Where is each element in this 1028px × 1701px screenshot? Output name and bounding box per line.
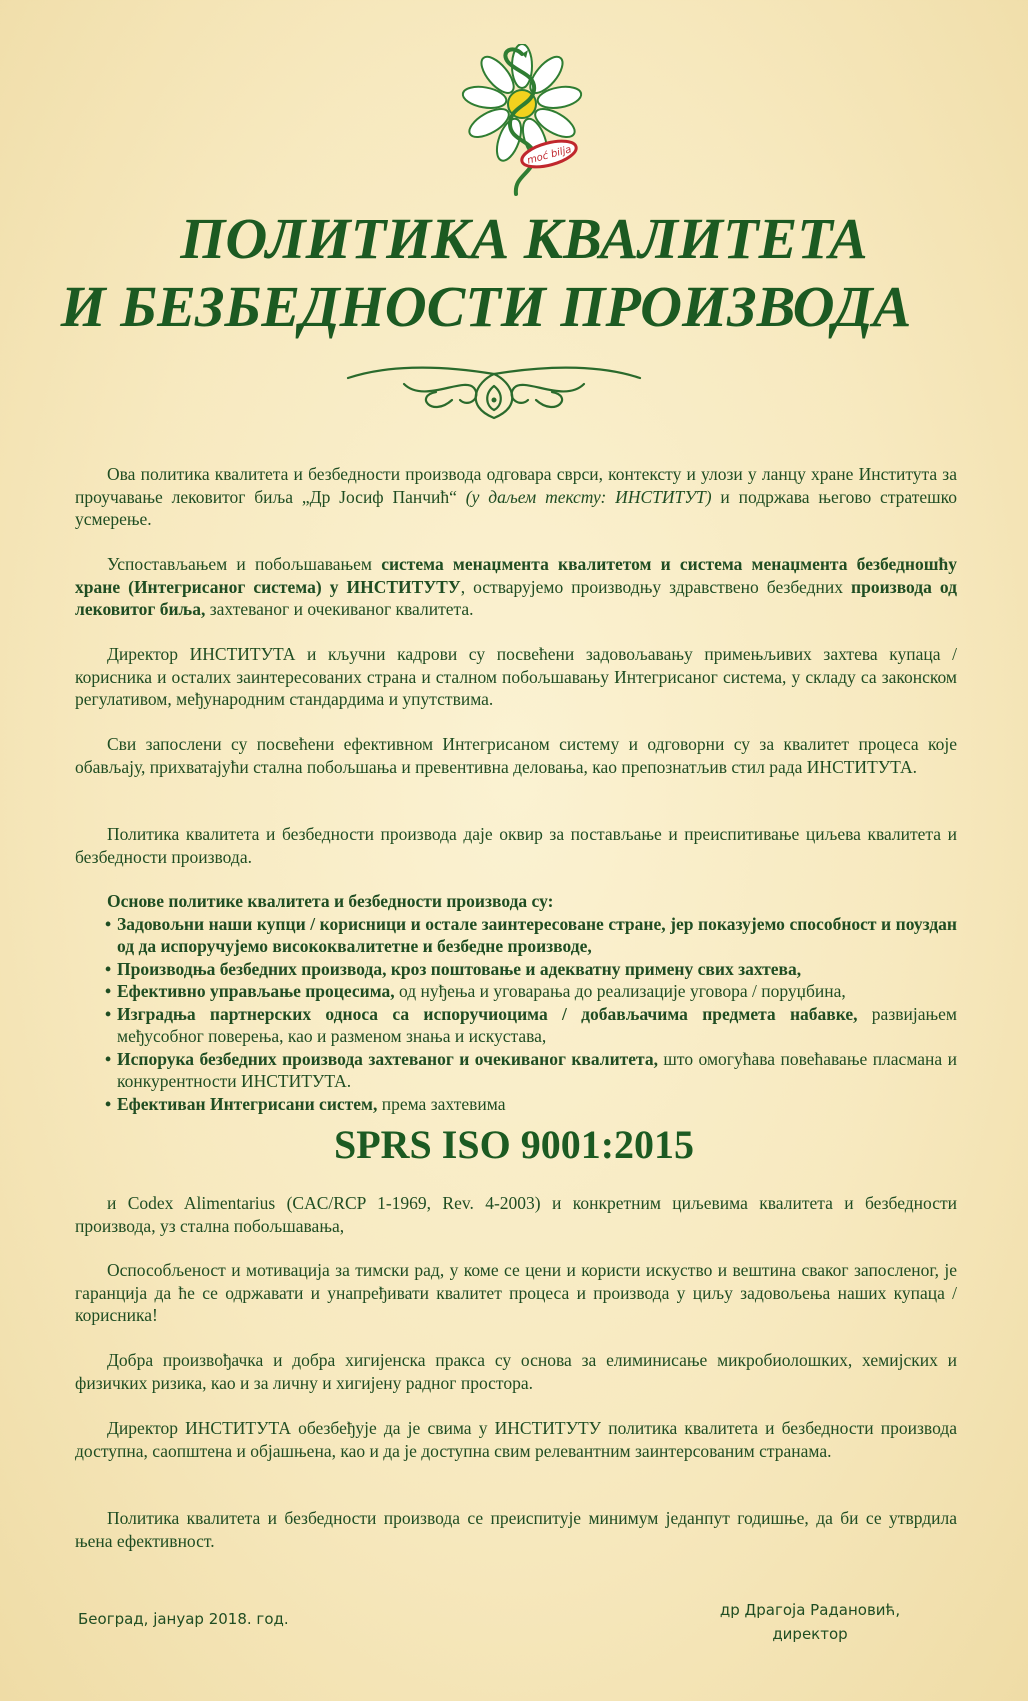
paragraph-director-commitment (75, 643, 957, 711)
policy-basics (75, 890, 957, 1115)
list-item-bold: Ефективно управљање процесима, (117, 981, 395, 1001)
place-date: Београд, јануар 2018. год. (78, 1610, 289, 1628)
list-item (105, 1093, 957, 1116)
paragraph-review (75, 1507, 957, 1552)
paragraph-scope (75, 463, 957, 531)
list-item-bold: Ефективан Интегрисани систем, (117, 1093, 378, 1114)
caduceus-daisy-icon (452, 44, 592, 204)
paragraph-integrated-text-mid: , остварујемо производњу здравствено безбедних (460, 576, 852, 597)
signer-role: директор (772, 1625, 848, 1643)
paragraph-scope-text: Ова политика квалитета и безбедности производа одговара сврси, контексту и улози у ланцу хране Института за проучавање лековитог биља „Др Јосиф Панчић“ (75, 464, 957, 507)
paragraph-integrated-bold-products: производа од лековитог биља, (75, 576, 958, 619)
paragraph-teamwork-text: Оспособљеност и мотивација за тимски рад, у коме се цени и користи искуство и вештина сваког запосленог, је гаранција да ће се одржавати и унапређивати квалитет процеса и производа у циљу задовољења наших купаца / корисника! (75, 1260, 957, 1325)
logo-badge-text: moć bilja (526, 144, 573, 167)
paragraph-employees (75, 733, 957, 778)
paragraph-availability-text: Директор ИНСТИТУТА обезбеђује да је свима у ИНСТИТУТУ политика квалитета и безбедности производа доступна, саопштена и објашњена, као и да је доступна свим релевантним заинтерсованим странама. (75, 1418, 957, 1461)
list-item-bold: Изградња партнерских односа са испоручиоцима / добављачима предмета набавке, (117, 1003, 858, 1024)
standard-heading: SPRS ISO 9001:2015 (333, 1122, 695, 1167)
list-item (105, 913, 957, 958)
ornament (344, 356, 644, 436)
paragraph-scope-text-end: и подржава његово стратешко усмерење. (75, 486, 958, 529)
list-item (105, 958, 957, 981)
signature-block (700, 1598, 920, 1646)
page-title-line-2: И БЕЗБЕДНОСТИ ПРОИЗВОДА (60, 274, 912, 339)
page-title-line-1: ПОЛИТИКА КВАЛИТЕТА (180, 206, 868, 271)
list-item-text: развијањем међусобног поверења, као и разменом знања и искустава, (117, 1003, 957, 1046)
paragraph-integrated-text-end: захтеваног и очекиваног квалитета. (205, 599, 474, 619)
policy-basics-heading: Основе политике квалитета и безбедности производа су: (107, 891, 554, 911)
paragraph-framework-text: Политика квалитета и безбедности производа даје оквир за постављање и преиспитивање циљева квалитета и безбедности производа. (75, 824, 957, 867)
list-item (105, 1003, 957, 1048)
policy-basics-list (75, 913, 957, 1116)
list-item-text: што омогућава повећавање пласмана и конкурентности ИНСТИТУТА. (117, 1048, 957, 1091)
paragraph-scope-italic: (у даљем тексту: ИНСТИТУТ) (465, 486, 712, 507)
paragraph-integrated-system (75, 553, 957, 621)
flourish-ornament-icon (344, 356, 644, 436)
paragraph-framework (75, 823, 957, 868)
paragraph-availability (75, 1417, 957, 1462)
paragraph-good-practice (75, 1349, 957, 1394)
list-item-bold: Испорука безбедних производа захтеваног и очекиваног квалитета, (117, 1048, 658, 1069)
institute-logo (452, 44, 592, 204)
paragraph-director-commitment-text: Директор ИНСТИТУТА и кључни кадрови су посвећени задовољавању примењљивих захтева купаца / корисника и осталих заинтересованих страна и сталном побољшавању Интегрисаног система, у складу са законском регулативом, међународним стандардима и упутствима. (75, 644, 957, 709)
paragraph-integrated-text: Успостављањем и побољшавањем (107, 554, 382, 574)
paragraph-good-practice-text: Добра произвођачка и добра хигијенска пракса су основа за елиминисање микробиолошких, хемијских и физичких ризика, као и за личну и хигијену радног простора. (75, 1350, 957, 1393)
list-item-text: према захтевима (377, 1093, 506, 1114)
list-item-bold: Производња безбедних производа, кроз поштовање и адекватну примену свих захтева, (117, 958, 802, 979)
paragraph-employees-text: Сви запослени су посвећени ефективном Интегрисаном систему и одговорни су за квалитет процеса које обављају, прихватајући стална побољшања и превентивна деловања, као препознатљив стил рада ИНСТИТУТА. (75, 734, 957, 777)
list-item-text: од нуђења и уговарања до реализације уговора / поруџбина, (394, 981, 846, 1001)
paragraph-teamwork (75, 1259, 957, 1327)
paragraph-review-text: Политика квалитета и безбедности производа се преиспитује минимум једанпут годишње, да би се утврдила њена ефективност. (75, 1508, 957, 1551)
list-item-bold: Задовољни наши купци / корисници и остале заинтересоване стране, јер показујемо способност и поуздан од да испоручујемо висококвалитетне и безбедне производе, (117, 913, 957, 956)
signer-name: др Драгоја Радановић, (719, 1601, 901, 1619)
list-item (105, 980, 957, 1003)
paragraph-integrated-bold: система менаџмента квалитетом и система менаџмента безбедношћу хране (Интегрисаног система) у ИНСТИТУТУ (75, 554, 957, 597)
paragraph-codex-text: и Codex Alimentarius (CAC/RCP 1-1969, Rev. 4-2003) и конкретним циљевима квалитета и безбедности производа, уз стална побољшавања, (75, 1193, 957, 1236)
list-item (105, 1048, 957, 1093)
paragraph-codex (75, 1192, 957, 1237)
